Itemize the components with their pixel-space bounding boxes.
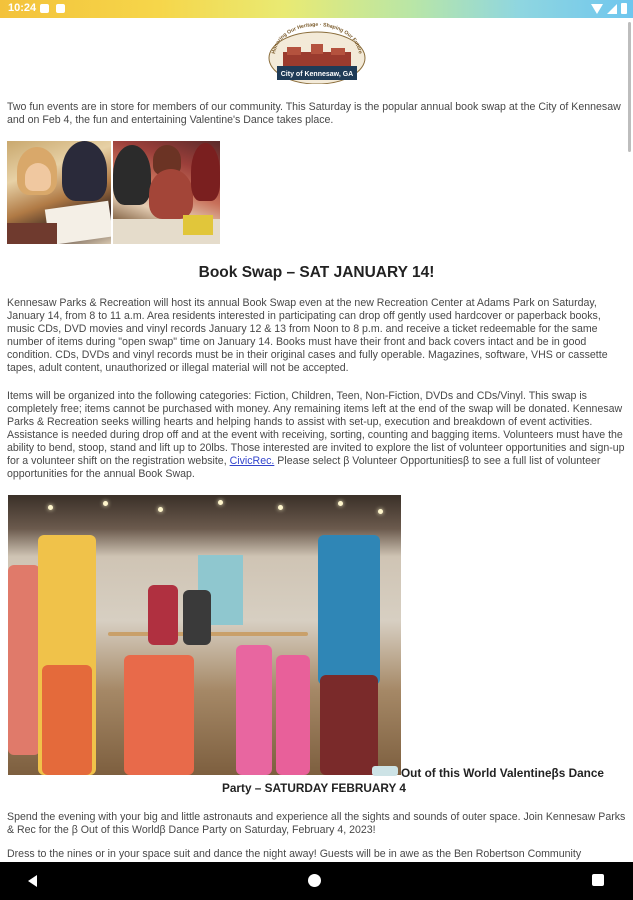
dance-caption-line-2: Party – SATURDAY FEBRUARY 4 — [222, 781, 406, 795]
book-swap-heading: Book Swap – SAT JANUARY 14! — [198, 264, 435, 281]
notification-icon-2 — [56, 4, 65, 13]
status-bar — [0, 0, 633, 18]
notification-icon — [40, 4, 49, 13]
paragraph-text: Please select β Volunteer Opportunitiesβ to see a full list of volunteer opportunities for the annual Book Swap. — [7, 455, 601, 480]
wifi-icon — [591, 4, 603, 14]
image-icon — [372, 766, 398, 776]
civicrec-link[interactable]: CivicRec. — [229, 455, 275, 467]
city-logo[interactable] — [263, 22, 371, 84]
logo-arc-text: Honoring Our Heritage · Shaping Our Future — [271, 22, 363, 55]
status-time: 10:24 — [8, 2, 37, 14]
back-icon[interactable] — [28, 875, 37, 887]
logo-city-text: City of Kennesaw, GA — [280, 71, 354, 78]
intro-paragraph: Two fun events are in store for members of our community. This Saturday is the popular annual book swap at the City of Kennesaw and on Feb 4, the fun and entertaining Valentine's Dance takes place. — [7, 101, 621, 126]
book-swap-paragraph-1: Kennesaw Parks & Recreation will host its annual Book Swap even at the new Recreation Center at Adams Park on Saturday, January 14, from 8 to 11 a.m. Area residents interested in participating can drop off gently used hardcover or paperback books, music CDs, DVD movies and vinyl records January 12 & 13 from Noon to 8 p.m. and receive a ticket redeemable for the same number of items during "open swap" time on January 14. Books must have their front and back covers intact and be in good condition. CDs, DVDs and vinyl records must be in their original cases and fully operable. Magazines, software, VHS or cassette tapes, adult content, unauthorized or illegal material will not be accepted. — [7, 297, 608, 374]
book-swap-photo-volunteers — [113, 141, 220, 244]
home-icon[interactable] — [308, 874, 321, 887]
book-swap-paragraph-2 — [7, 390, 627, 481]
valentines-dance-photo — [8, 495, 401, 775]
book-swap-photo-girl — [7, 141, 111, 244]
system-nav-bar — [0, 862, 633, 900]
status-icons — [591, 3, 627, 14]
scrollbar[interactable] — [628, 22, 631, 152]
recents-icon[interactable] — [592, 874, 604, 886]
battery-icon — [621, 3, 627, 14]
dance-paragraph-1: Spend the evening with your big and little astronauts and experience all the sights and sounds of outer space. Join Kennesaw Parks & Rec for the β Out of this Worldβ Dance Party on Saturday, February 4, 2023! — [7, 811, 626, 836]
paragraph-text: Items will be organized into the following categories: Fiction, Children, Teen, Non-Fiction, DVDs and CDs/Vinyl. This swap is completely free; items cannot be purchased with money. Any remaining items left at the end of the swap will be donated. Kennesaw Parks & Recreation seeks willing hearts and helping hands to assist with set-up, execution and breakdown of event activities. Assistance is needed during drop off and at the event with receiving, sorting, counting and bagging items. Volunteers must have the ability to bend, stoop, stand and lift up to 20lbs. Those interested are invited to explore the list of volunteer opportunities and sign-up for a volunteer shift on the registration website, — [7, 390, 625, 467]
signal-icon — [607, 4, 617, 14]
dance-caption-line-1: Out of this World Valentineβs Dance — [401, 766, 604, 780]
dance-paragraph-2: Dress to the nines or in your space suit and dance the night away! Guests will be in awe as the Ben Robertson Community — [7, 848, 582, 860]
